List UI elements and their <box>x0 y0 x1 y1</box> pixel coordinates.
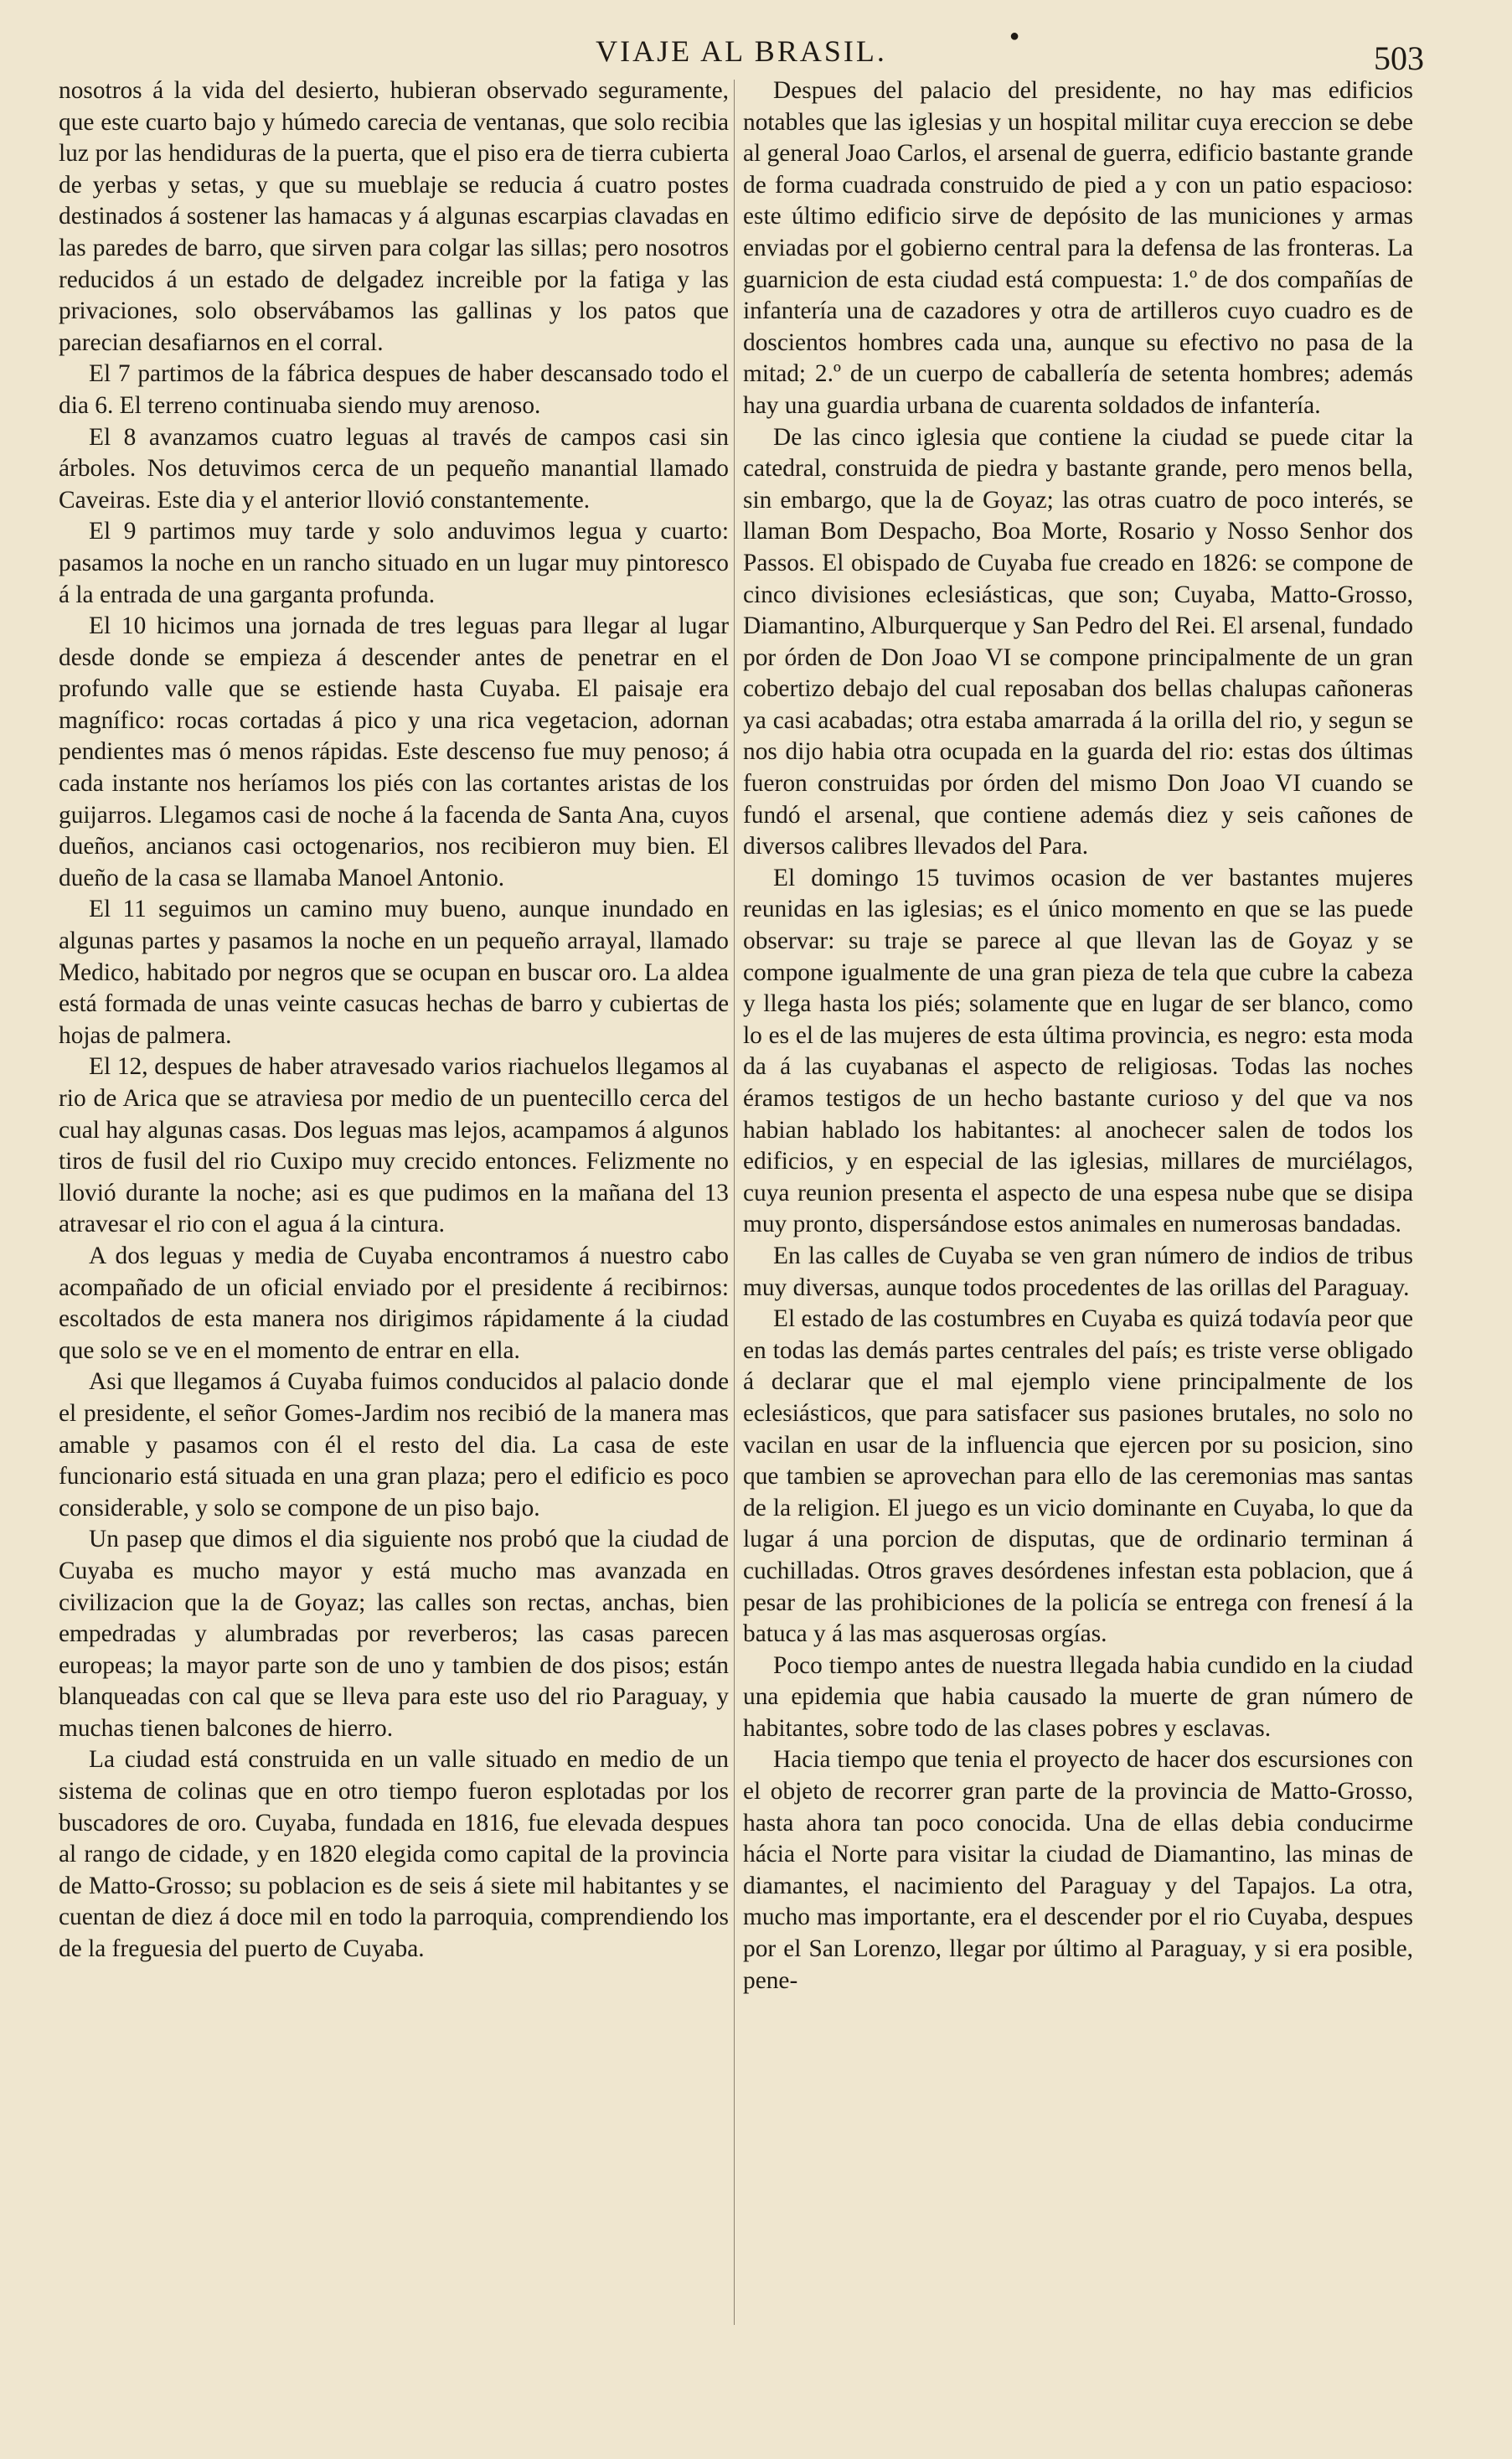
paragraph: El 8 avanzamos cuatro leguas al través de campos casi sin árboles. Nos detuvimos cerca de un pequeño manantial llamado Caveiras. Este dia y el anterior llovió constantemente. <box>59 423 729 514</box>
running-title: VIAJE AL BRASIL. <box>596 34 887 68</box>
paragraph: nosotros á la vida del desierto, hubieran observado seguramente, que este cuarto bajo y húmedo carecia de ventanas, que solo recibia luz por las hendiduras de la puerta, que el piso era de tierra cubierta de yerbas y setas, y que su mueblaje se reducia á cuatro postes destinados á sostener las hamacas y á algunas escarpias clavadas en las paredes de barro, que sirven para colgar las sillas; pero nosotros reducidos á un estado de delgadez increible por la fatiga y las privaciones, solo observábamos las gallinas y los patos que parecian desafiarnos en el corral. <box>59 77 729 356</box>
paragraph: En las calles de Cuyaba se ven gran número de indios de tribus muy diversas, aunque todos procedentes de las orillas del Paraguay. <box>743 1242 1413 1301</box>
paragraph: Hacia tiempo que tenia el proyecto de hacer dos escursiones con el objeto de recorrer gran parte de la provincia de Matto-Grosso, hasta ahora tan poco conocida. Una de ellas debia conducirme hácia el Norte para visitar la ciudad de Diamantino, las minas de diamantes, el nacimiento del Paraguay y del Tapajos. La otra, mucho mas importante, era el descender por el rio Cuyaba, despues por el San Lorenzo, llegar por último al Paraguay, y si era posible, pene- <box>743 1746 1413 1994</box>
paragraph: El estado de las costumbres en Cuyaba es quizá todavía peor que en todas las demás partes centrales del país; es triste verse obligado á declarar que el mal ejemplo viene principalmente de los eclesiásticos, que para satisfacer sus pasiones brutales, no solo no vacilan en usar de la influencia que ejercen por su posicion, sino que tambien se aprovechan para ello de las ceremonias mas santas de la religion. El juego es un vicio dominante en Cuyaba, lo que da lugar á una porcion de disputas, que de ordinario terminan á cuchilladas. Otros graves desórdenes infestan esta poblacion, que á pesar de las prohibiciones de la policía se entrega con frenesí á la batuca y á las mas asquerosas orgías. <box>743 1305 1413 1648</box>
running-header <box>59 18 1424 77</box>
paragraph: El 12, despues de haber atravesado varios riachuelos llegamos al rio de Arica que se atraviesa por medio de un puentecillo cerca del cual hay algunas casas. Dos leguas mas lejos, acampamos á algunos tiros de fusil del rio Cuxipo muy crecido entonces. Felizmente no llovió durante la noche; asi es que pudimos en la mañana del 13 atravesar el rio con el agua á la cintura. <box>59 1053 729 1238</box>
right-column <box>743 75 1413 1997</box>
paragraph: A dos leguas y media de Cuyaba encontramos á nuestro cabo acompañado de un oficial enviado por el presidente á recibirnos: escoltados de esta manera nos dirigimos rápidamente á la ciudad que solo se ve en el momento de entrar en ella. <box>59 1242 729 1364</box>
paragraph: Despues del palacio del presidente, no hay mas edificios notables que las iglesias y un hospital militar cuya ereccion se debe al general Joao Carlos, el arsenal de guerra, edificio bastante grande de forma cuadrada construido de pied a y con un patio espacioso: este último edificio sirve de depósito de las municiones y armas enviadas por el gobierno central para la defensa de las fronteras. La guarnicion de esta ciudad está compuesta: 1.º de dos compañías de infantería una de cazadores y otra de artilleros cuyo cuadro es de doscientos hombres cada una, aunque su efectivo no pasa de la mitad; 2.º de un cuerpo de caballería de setenta hombres; además hay una guardia urbana de cuarenta soldados de infantería. <box>743 77 1413 419</box>
paragraph: El 7 partimos de la fábrica despues de haber descansado todo el dia 6. El terreno continuaba siendo muy arenoso. <box>59 360 729 419</box>
paragraph: El domingo 15 tuvimos ocasion de ver bastantes mujeres reunidas en las iglesias; es el único momento en que se las puede observar: su traje se parece al que llevan las de Goyaz y se compone igualmente de una gran pieza de tela que cubre la cabeza y llega hasta los piés; solamente que en lugar de ser blanco, como lo es el de las mujeres de esta última provincia, es negro: esta moda da á las cuyabanas el aspecto de religiosas. Todas las noches éramos testigos de un hecho bastante curioso y del que va nos habian hablado los habitantes: al anochecer salen de todos los edificios, y en especial de las iglesias, millares de murciélagos, cuya reunion presenta el aspecto de una espesa nube que se disipa muy pronto, dispersándose estos animales en numerosas bandadas. <box>743 864 1413 1238</box>
paragraph: La ciudad está construida en un valle situado en medio de un sistema de colinas que en otro tiempo fueron esplotadas por los buscadores de oro. Cuyaba, fundada en 1816, fue elevada despues al rango de cidade, y en 1820 elegida como capital de la provincia de Matto-Grosso; su poblacion es de seis á siete mil habitantes y se cuentan de diez á doce mil en todo la parroquia, comprendiendo los de la freguesia del puerto de Cuyaba. <box>59 1746 729 1963</box>
page-number: 503 <box>1374 39 1424 77</box>
paragraph: Poco tiempo antes de nuestra llegada habia cundido en la ciudad una epidemia que habia causado la muerte de gran número de habitantes, sobre todo de las clases pobres y esclavas. <box>743 1651 1413 1742</box>
paragraph: Un pasep que dimos el dia siguiente nos probó que la ciudad de Cuyaba es mucho mayor y está mucho mas avanzada en civilizacion que la de Goyaz; las calles son rectas, anchas, bien empedradas y alumbradas por reverberos; las casas parecen europeas; la mayor parte son de uno y tambien de dos pisos; están blanqueadas con cal que se lleva para este uso del rio Paraguay, y muchas tienen balcones de hierro. <box>59 1526 729 1742</box>
column-divider <box>734 80 735 2325</box>
paragraph: El 11 seguimos un camino muy bueno, aunque inundado en algunas partes y pasamos la noche en un pequeño arrayal, llamado Medico, habitado por negros que se ocupan en buscar oro. La aldea está formada de unas veinte casucas hechas de barro y cubiertas de hojas de palmera. <box>59 896 729 1049</box>
paragraph: De las cinco iglesia que contiene la ciudad se puede citar la catedral, construida de piedra y bastante grande, pero menos bella, sin embargo, que la de Goyaz; las otras cuatro de poco interés, se llaman Bom Despacho, Boa Morte, Rosario y Nosso Senhor dos Passos. El obispado de Cuyaba fue creado en 1826: se compone de cinco divisiones eclesiásticas, que son; Cuyaba, Matto-Grosso, Diamantino, Alburquerque y San Pedro del Rei. El arsenal, fundado por órden de Don Joao VI se compone principalmente de un gran cobertizo debajo del cual reposaban dos bellas chalupas cañoneras ya casi acabadas; otra estaba amarrada á la orilla del rio, y segun se nos dijo habia otra ocupada en la guarda del rio: estas dos últimas fueron construidas por órden del mismo Don Joao VI cuando se fundó el arsenal, que contiene además diez y seis cañones de diversos calibres llevados del Para. <box>743 423 1413 860</box>
paragraph: El 10 hicimos una jornada de tres leguas para llegar al lugar desde donde se empieza á descender antes de penetrar en el profundo valle que se estiende hasta Cuyaba. El paisaje era magnífico: rocas cortadas á pico y una rica vegetacion, adornan pendientes mas ó menos rápidas. Este descenso fue muy penoso; á cada instante nos heríamos los piés con las cortantes aristas de los guijarros. Llegamos casi de noche á la facenda de Santa Ana, cuyos dueños, ancianos casi octogenarios, nos recibieron muy bien. El dueño de la casa se llamaba Manoel Antonio. <box>59 612 729 891</box>
printer-mark: ● <box>1009 27 1020 45</box>
paragraph: Asi que llegamos á Cuyaba fuimos conducidos al palacio donde el presidente, el señor Gomes-Jardim nos recibió de la manera mas amable y pasamos con él el resto del dia. La casa de este funcionario está situada en una gran plaza; pero el edificio es poco considerable, y solo se compone de un piso bajo. <box>59 1368 729 1521</box>
paragraph: El 9 partimos muy tarde y solo anduvimos legua y cuarto: pasamos la noche en un rancho situado en un lugar muy pintoresco á la entrada de una garganta profunda. <box>59 518 729 608</box>
left-column <box>59 75 729 1966</box>
